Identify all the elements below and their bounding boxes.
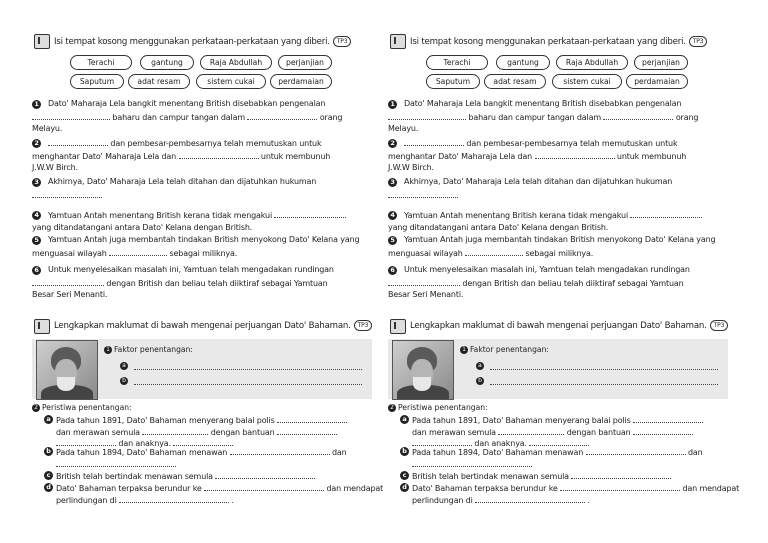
- answer-blank[interactable]: [56, 437, 116, 446]
- question-text: orang: [317, 112, 343, 122]
- answer-blank[interactable]: [633, 414, 703, 423]
- question-text: Akhirnya, Dato' Maharaja Lela telah ditahan dan dijatuhkan hukuman: [404, 177, 673, 186]
- faktor-panel: [32, 339, 372, 399]
- word-chip: adat resam: [128, 74, 190, 89]
- answer-blank[interactable]: [277, 426, 337, 435]
- question-text: Dato' Maharaja Lela bangkit menentang British disebabkan pengenalan: [404, 99, 682, 108]
- answer-blank[interactable]: [119, 494, 229, 503]
- question-text: dengan British dan beliau telah diiktiraf sebagai Yamtuan: [104, 278, 328, 288]
- question-text: Pada tahun 1894, Dato' Bahaman menawan: [56, 448, 230, 457]
- answer-blank[interactable]: [412, 458, 532, 467]
- question-number: 1: [104, 346, 112, 354]
- answer-blank[interactable]: [173, 437, 233, 446]
- word-chip: gantung: [496, 55, 550, 70]
- tp-badge: TP3: [689, 36, 708, 47]
- word-chip: gantung: [140, 55, 194, 70]
- exercise-number-icon: [34, 34, 50, 49]
- question-text: Pada tahun 1891, Dato' Bahaman menyerang balai polis: [56, 416, 278, 425]
- question-number: 1: [32, 100, 41, 109]
- answer-blank[interactable]: [32, 111, 110, 120]
- answer-blank[interactable]: [633, 426, 693, 435]
- question-number: 2: [388, 404, 396, 412]
- word-chip: perdamaian: [626, 74, 688, 89]
- question-text: Pada tahun 1891, Dato' Bahaman menyerang balai polis: [412, 416, 634, 425]
- question-number: 4: [32, 211, 41, 220]
- faktor-label: Faktor penentangan:: [470, 345, 549, 354]
- answer-blank[interactable]: [586, 446, 686, 455]
- answer-blank[interactable]: [630, 209, 702, 218]
- word-chip: perdamaian: [270, 74, 332, 89]
- answer-blank[interactable]: [498, 426, 564, 435]
- question-text: Akhirnya, Dato' Maharaja Lela telah ditahan dan dijatuhkan hukuman: [48, 177, 317, 186]
- answer-blank[interactable]: [388, 277, 460, 286]
- question-text: sebagai miliknya.: [523, 248, 594, 258]
- answer-blank[interactable]: [465, 247, 523, 256]
- question-text: Yamtuan Antah menentang British kerana tidak mengakui: [404, 211, 631, 220]
- question-text: dan: [685, 448, 703, 457]
- word-chip: perjanjian: [278, 55, 332, 70]
- section1-instruction: Isi tempat kosong menggunakan perkataan-perkataan yang diberi. TP3: [54, 36, 351, 47]
- question-text: Dato' Bahaman terpaksa berundur ke: [56, 484, 205, 493]
- tp-badge: TP3: [333, 36, 352, 47]
- question-text: perlindungan di: [56, 495, 120, 505]
- question-text: dan pembesar-pembesarnya telah memutuskan untuk: [464, 139, 678, 148]
- question-text: Pada tahun 1894, Dato' Bahaman menawan: [412, 448, 586, 457]
- answer-letter: b: [476, 377, 484, 385]
- word-chip: Raja Abdullah: [556, 55, 628, 70]
- answer-blank[interactable]: [277, 414, 347, 423]
- word-chip: perjanjian: [634, 55, 688, 70]
- answer-letter: a: [476, 362, 484, 370]
- question-number: 3: [32, 178, 41, 187]
- faktor-panel: [388, 339, 728, 399]
- word-chip: Raja Abdullah: [200, 55, 272, 70]
- word-chip: sistem cukai: [196, 74, 266, 89]
- answer-letter: c: [400, 471, 409, 480]
- question-text: baharu dan campur tangan dalam: [110, 112, 248, 122]
- question-text: Melayu.: [32, 124, 63, 134]
- question-text: dan anaknya.: [472, 439, 530, 448]
- question-text: Yamtuan Antah juga membantah tindakan British menyokong Dato' Kelana yang: [404, 235, 716, 244]
- question-number: 6: [32, 266, 41, 275]
- question-number: 5: [388, 236, 397, 245]
- answer-blank[interactable]: [475, 494, 585, 503]
- word-chip: Terachi: [70, 55, 132, 70]
- exercise-number-icon: [390, 319, 406, 334]
- faktor-label: Faktor penentangan:: [114, 345, 193, 354]
- answer-blank[interactable]: [142, 426, 208, 435]
- answer-blank[interactable]: [404, 137, 464, 146]
- question-text: dengan bantuan: [564, 427, 633, 437]
- dato-bahaman-portrait: [392, 340, 454, 400]
- worksheet-page-left: [32, 22, 384, 512]
- question-text: British telah bertindak menawan semula: [56, 472, 216, 481]
- answer-blank[interactable]: [56, 458, 176, 467]
- question-text: Dato' Bahaman terpaksa berundur ke: [412, 484, 561, 493]
- question-text: untuk membunuh: [258, 151, 331, 161]
- question-text: dan merawan semula: [56, 427, 143, 437]
- question-text: dan pembesar-pembesarnya telah memutuskan untuk: [108, 139, 322, 148]
- question-text: perlindungan di: [412, 495, 476, 505]
- question-text: yang ditandatangani antara Dato' Kelana dengan British.: [388, 222, 609, 232]
- dato-bahaman-portrait: [36, 340, 98, 400]
- exercise-number-icon: [34, 319, 50, 334]
- answer-blank[interactable]: [32, 277, 104, 286]
- question-number: 6: [388, 266, 397, 275]
- answer-blank[interactable]: [274, 209, 346, 218]
- question-text: Besar Seri Menanti.: [388, 290, 464, 300]
- section2-instruction: Lengkapkan maklumat di bawah mengenai perjuangan Dato' Bahaman. TP3: [54, 320, 372, 331]
- question-text: .: [585, 495, 590, 505]
- question-number: 3: [388, 178, 397, 187]
- question-number: 5: [32, 236, 41, 245]
- question-text: J.W.W Birch.: [388, 163, 434, 173]
- question-text: Untuk menyelesaikan masalah ini, Yamtuan telah mengadakan rundingan: [404, 265, 690, 274]
- question-number: 2: [388, 139, 397, 148]
- answer-letter: a: [120, 362, 128, 370]
- word-chip: adat resam: [484, 74, 546, 89]
- question-text: dan merawan semula: [412, 427, 499, 437]
- question-text: menghantar Dato' Maharaja Lela dan: [388, 151, 535, 161]
- question-text: menguasai wilayah: [388, 248, 466, 258]
- answer-blank[interactable]: [529, 437, 589, 446]
- worksheet-page-right: [388, 22, 740, 512]
- answer-blank[interactable]: [388, 111, 466, 120]
- answer-blank[interactable]: [179, 150, 259, 159]
- word-chip: Terachi: [426, 55, 488, 70]
- question-text: dan mendapat: [680, 484, 740, 493]
- answer-blank[interactable]: [535, 150, 615, 159]
- answer-blank[interactable]: [388, 189, 458, 198]
- question-text: menghantar Dato' Maharaja Lela dan: [32, 151, 179, 161]
- answer-letter: d: [400, 483, 409, 492]
- question-text: Melayu.: [388, 124, 419, 134]
- answer-blank[interactable]: [204, 482, 324, 491]
- answer-blank[interactable]: [571, 470, 671, 479]
- question-text: .: [229, 495, 234, 505]
- answer-blank[interactable]: [230, 446, 330, 455]
- question-text: untuk membunuh: [614, 151, 687, 161]
- answer-letter: b: [400, 447, 409, 456]
- question-text: British telah bertindak menawan semula: [412, 472, 572, 481]
- question-text: dan anaknya.: [116, 439, 174, 448]
- question-number: 2: [32, 404, 40, 412]
- tp-badge: TP3: [354, 320, 373, 331]
- question-text: orang: [673, 112, 699, 122]
- answer-letter: a: [44, 415, 53, 424]
- section2-instruction: Lengkapkan maklumat di bawah mengenai perjuangan Dato' Bahaman. TP3: [410, 320, 728, 331]
- question-text: Yamtuan Antah menentang British kerana tidak mengakui: [48, 211, 275, 220]
- answer-line[interactable]: [134, 384, 362, 385]
- answer-blank[interactable]: [247, 111, 317, 120]
- question-text: dengan British dan beliau telah diiktiraf sebagai Yamtuan: [460, 278, 684, 288]
- answer-blank[interactable]: [48, 137, 108, 146]
- question-text: dan mendapat: [324, 484, 384, 493]
- section1-instruction: Isi tempat kosong menggunakan perkataan-perkataan yang diberi. TP3: [410, 36, 707, 47]
- question-text: Dato' Maharaja Lela bangkit menentang British disebabkan pengenalan: [48, 99, 326, 108]
- answer-letter: d: [44, 483, 53, 492]
- question-text: dengan bantuan: [208, 427, 277, 437]
- answer-line[interactable]: [490, 384, 718, 385]
- answer-line[interactable]: [490, 369, 718, 370]
- question-text: dan: [329, 448, 347, 457]
- answer-line[interactable]: [134, 369, 362, 370]
- question-number: 4: [388, 211, 397, 220]
- question-text: Yamtuan Antah juga membantah tindakan British menyokong Dato' Kelana yang: [48, 235, 360, 244]
- word-chip: Saputum: [70, 74, 124, 89]
- answer-blank[interactable]: [560, 482, 680, 491]
- peristiwa-label: Peristiwa penentangan:: [42, 403, 132, 412]
- answer-letter: c: [44, 471, 53, 480]
- question-text: Untuk menyelesaikan masalah ini, Yamtuan telah mengadakan rundingan: [48, 265, 334, 274]
- word-chip: sistem cukai: [552, 74, 622, 89]
- question-text: J.W.W Birch.: [32, 163, 78, 173]
- answer-blank[interactable]: [32, 189, 102, 198]
- question-text: Besar Seri Menanti.: [32, 290, 108, 300]
- question-text: sebagai miliknya.: [167, 248, 238, 258]
- answer-blank[interactable]: [215, 470, 315, 479]
- peristiwa-label: Peristiwa penentangan:: [398, 403, 488, 412]
- answer-letter: a: [400, 415, 409, 424]
- question-text: yang ditandatangani antara Dato' Kelana dengan British.: [32, 222, 253, 232]
- answer-letter: b: [44, 447, 53, 456]
- question-number: 1: [460, 346, 468, 354]
- question-text: baharu dan campur tangan dalam: [466, 112, 604, 122]
- question-text: menguasai wilayah: [32, 248, 110, 258]
- question-number: 2: [32, 139, 41, 148]
- tp-badge: TP3: [710, 320, 729, 331]
- question-number: 1: [388, 100, 397, 109]
- word-chip: Saputum: [426, 74, 480, 89]
- answer-blank[interactable]: [603, 111, 673, 120]
- answer-letter: b: [120, 377, 128, 385]
- answer-blank[interactable]: [412, 437, 472, 446]
- answer-blank[interactable]: [109, 247, 167, 256]
- exercise-number-icon: [390, 34, 406, 49]
